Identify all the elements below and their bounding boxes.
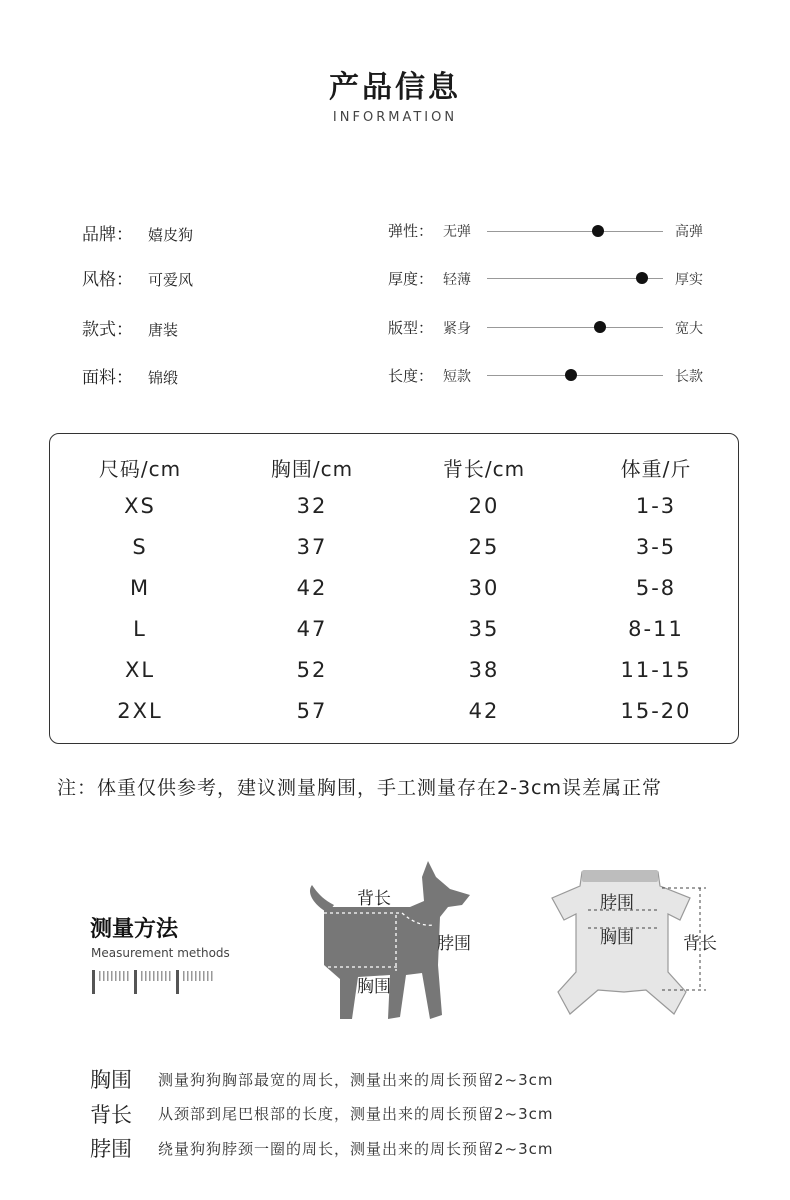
table-header: 体重/斤 bbox=[620, 457, 692, 481]
table-cell: L bbox=[133, 617, 147, 641]
scale-low-label: 短款 bbox=[443, 369, 471, 385]
attribute-fabric bbox=[82, 363, 178, 388]
table-cell: M bbox=[129, 576, 151, 600]
dog-back-label: 背长 bbox=[357, 889, 391, 909]
definition-text: 从颈部到尾巴根部的长度，测量出来的周长预留2~3cm bbox=[158, 1105, 554, 1123]
table-cell: 25 bbox=[468, 535, 500, 559]
definition-text: 绕量狗狗脖颈一圈的周长，测量出来的周长预留2~3cm bbox=[158, 1140, 554, 1158]
attribute-key: 款式： bbox=[82, 320, 133, 340]
method-subtitle: Measurement methods bbox=[91, 946, 230, 960]
scale-high-label: 宽大 bbox=[675, 321, 703, 337]
scale-high-label: 厚实 bbox=[675, 272, 703, 288]
attribute-key: 面料： bbox=[82, 368, 133, 388]
definition-term: 胸围 bbox=[90, 1068, 132, 1092]
garment-back-label: 背长 bbox=[683, 934, 717, 954]
table-cell: 38 bbox=[468, 658, 500, 682]
scale-high-label: 长款 bbox=[675, 369, 703, 385]
scale-indicator bbox=[592, 225, 604, 237]
attribute-type bbox=[82, 315, 178, 340]
table-cell: 52 bbox=[296, 658, 328, 682]
attribute-style bbox=[82, 265, 193, 290]
table-header: 尺码/cm bbox=[98, 457, 182, 481]
table-cell: XL bbox=[124, 658, 156, 682]
scale-label: 厚度： bbox=[388, 270, 434, 288]
scale-track bbox=[487, 231, 663, 232]
table-cell: 42 bbox=[468, 699, 500, 723]
table-cell: 3-5 bbox=[635, 535, 677, 559]
table-cell: 11-15 bbox=[620, 658, 692, 682]
table-cell: XS bbox=[124, 494, 156, 518]
table-cell: 5-8 bbox=[635, 576, 677, 600]
table-header: 背长/cm bbox=[442, 457, 526, 481]
table-cell: 42 bbox=[296, 576, 328, 600]
definition-term: 背长 bbox=[90, 1103, 132, 1127]
scale-label: 版型： bbox=[388, 319, 434, 337]
table-cell: 30 bbox=[468, 576, 500, 600]
scale-indicator bbox=[594, 321, 606, 333]
measurement-note: 注：体重仅供参考，建议测量胸围，手工测量存在2-3cm误差属正常 bbox=[57, 777, 662, 799]
table-cell: 1-3 bbox=[635, 494, 677, 518]
garment-chest-label: 胸围 bbox=[600, 928, 634, 948]
dog-neck-label: 脖围 bbox=[437, 934, 471, 954]
table-cell: 20 bbox=[468, 494, 500, 518]
page-title: 产品信息 bbox=[329, 70, 461, 105]
method-title: 测量方法 bbox=[90, 917, 179, 942]
dog-chest-label: 胸围 bbox=[357, 977, 391, 997]
garment-neck-label: 脖围 bbox=[600, 893, 634, 913]
table-cell: S bbox=[132, 535, 148, 559]
definition-term: 脖围 bbox=[90, 1137, 132, 1161]
attribute-value: 可爱风 bbox=[148, 271, 194, 289]
attribute-value: 唐装 bbox=[148, 321, 179, 339]
scale-track bbox=[487, 327, 663, 328]
page-subtitle: INFORMATION bbox=[332, 110, 458, 125]
scale-label: 长度： bbox=[388, 367, 434, 385]
table-cell: 57 bbox=[296, 699, 328, 723]
table-cell: 47 bbox=[296, 617, 328, 641]
definition-text: 测量狗狗胸部最宽的周长，测量出来的周长预留2~3cm bbox=[158, 1071, 554, 1089]
scale-low-label: 紧身 bbox=[443, 321, 471, 337]
table-cell: 35 bbox=[468, 617, 500, 641]
table-header: 胸围/cm bbox=[270, 457, 354, 481]
attribute-value: 锦缎 bbox=[148, 369, 179, 387]
scale-indicator bbox=[636, 272, 648, 284]
attribute-key: 风格： bbox=[82, 270, 133, 290]
size-table bbox=[49, 433, 739, 744]
scale-label: 弹性： bbox=[388, 222, 434, 240]
table-cell: 8-11 bbox=[628, 617, 684, 641]
scale-low-label: 轻薄 bbox=[443, 272, 471, 288]
table-cell: 2XL bbox=[117, 699, 163, 723]
table-cell: 32 bbox=[296, 494, 328, 518]
attribute-key: 品牌： bbox=[82, 225, 133, 245]
scale-high-label: 高弹 bbox=[675, 224, 703, 240]
ruler-icon bbox=[90, 968, 220, 996]
scale-low-label: 无弹 bbox=[443, 224, 471, 240]
attribute-brand bbox=[82, 220, 193, 245]
attribute-value: 嬉皮狗 bbox=[148, 226, 194, 244]
scale-indicator bbox=[565, 369, 577, 381]
table-cell: 37 bbox=[296, 535, 328, 559]
table-cell: 15-20 bbox=[620, 699, 692, 723]
